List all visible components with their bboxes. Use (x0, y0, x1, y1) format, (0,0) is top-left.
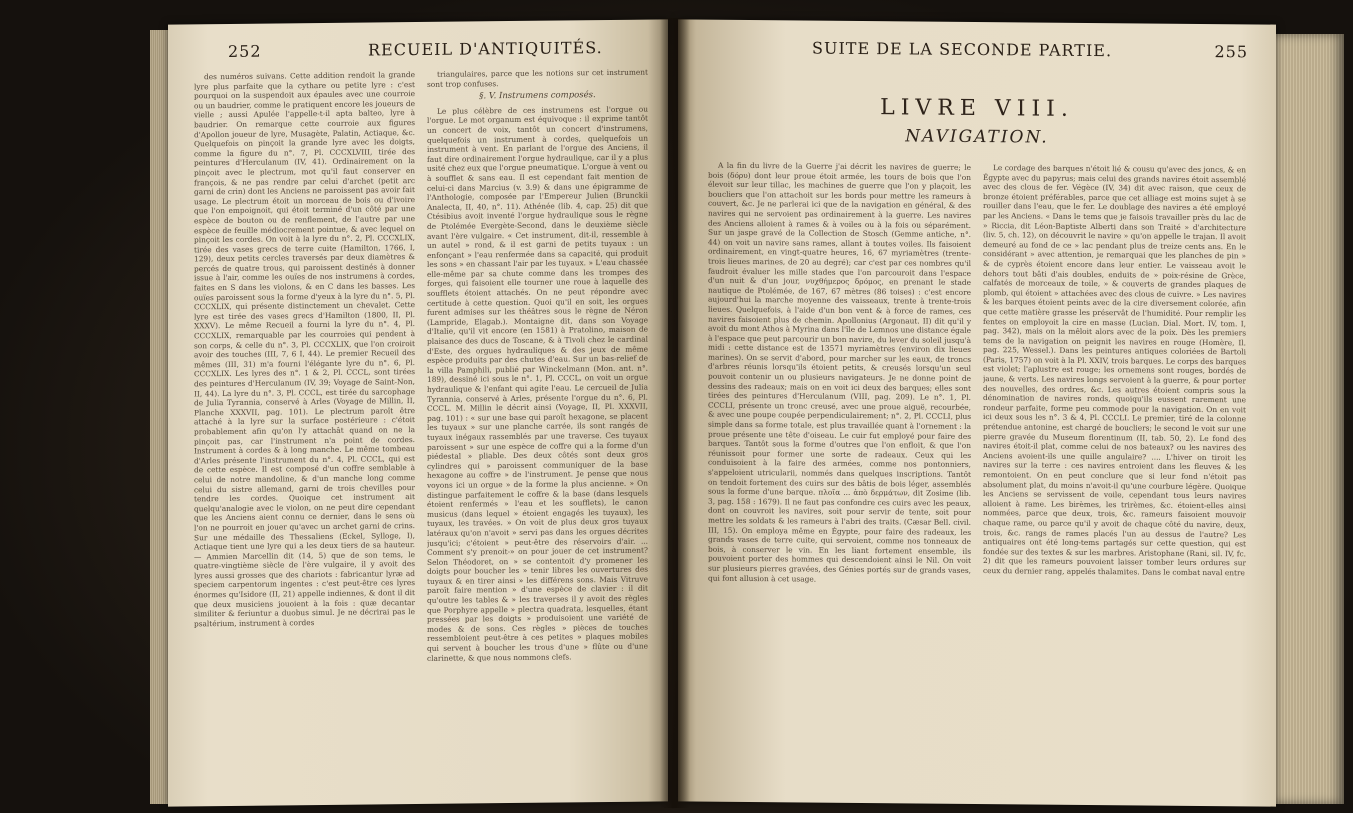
left-page-header (168, 37, 668, 64)
left-col2-intro: triangulaires, parce que les notions sur cet instrument sont trop confuses. (427, 67, 648, 89)
left-col1-text: des numéros suivans. Cette addition rendoit la grande lyre plus parfaite que la cythare ou petite lyre : c'est pourquoi on la suspendoit aux épaules avec une courroie ou un baudrier, comme le pratiquent encore les joueurs de vielle ; aussi Apulée l'appelle-t-il apta balteo, lyre à baudrier. On remarque cette courroie aux figures d'Apollon joueur de lyre, Musagète, Palatin, Actiaque, &c. Quelquefois on pinçoit la grande lyre avec les doigts, comme la figure du n°. 7, Pl. CCCXLVIII, tirée des peintures d'Herculanum (IV, 41). Ordinairement on la pinçoit avec le plectrum, mot qu'il faut conserver en françois, & ne pas rendre par celui d'archet (petit arc garni de crin) dont les Anciens ne paroissent pas avoir fait usage. Le plectrum étoit un morceau de bois ou d'ivoire que l'on empoignoit, qui étoit terminé d'un côté par une espèce de bouton ou de renflement, de l'autre par une espèce de feuille médiocrement pointue, & avec lequel on pinçoit les cordes. On voit à la lyre du n°. 2, Pl. CCCXLIX, tirée des vases grecs de terre cuite (Hamilton, 1766, I, 129), deux petits cercles traversés par deux diamètres & percés de quatre trous, qui paroissent destinés à donner issue à l'air, comme les ouïes de nos instrumens à cordes, faites en S dans les violons, & en C dans les basses. Les ouïes paroissent sous la forme d'yeux à la lyre du n°. 5, Pl. CCCXLIX, qui présente distinctement un chevalet. Cette lyre est tirée des vases grecs d'Hamilton (1800, II, Pl. XXXV). Le même Recueil a fourni la lyre du n°. 4, Pl. CCCXLIX, remarquable par les courroies qui pendent à son corps, & celle du n°. 3, Pl. CCCXLIX, que l'on croiroit avoir des touches (III, 7, 6 I, 44). Le premier Recueil des mêmes (III, 31) m'a fourni l'élégante lyre du n°. 6, Pl. CCCXLIX. Les lyres des n°. 1 & 2, Pl. CCCL, sont tirées des peintures d'Herculanum (IV, 39; Voyage de Saint-Non, II, 44). La lyre du n°. 3, Pl. CCCL, est tirée du sarcophage de Julia Tyrannia, conservé à Arles (Voyage de Millin, II, Planche XXXVII, pag. 101). Le plectrum paroît être attaché à la lyre sur la surface postérieure : c'étoit probablement afin qu'on l'y attachât quand on ne la pinçoit pas, car l'instrument n'a point de cordes. Instrument à cordes & à long manche. Le même tombeau d'Arles présente l'instrument du n°. 4, Pl. CCCL, qui est de cette espèce. Il est composé d'un coffre semblable à celui de notre mandoline, & d'un manche long comme celui du sistre allemand, garni de trois chevilles pour tendre les cordes. Quoique cet instrument ait quelqu'analogie avec le violon, on ne peut dire cependant que les Anciens aient connu ce dernier, dans le sens où l'on ne pourroit en jouer qu'avec un archet garni de crins. Sur une médaille des Thessaliens (Eckel, Sylloge, I), Actiaque tient une lyre qui a les deux tiers de sa hauteur. — Ammien Marcellin dit (14, 5) que de son tems, le quatre-vingtième siècle de l'ère vulgaire, il y avoit des lyres aussi grosses que des chariots : fabricantur lyræ ad speciem carpentorum ingentes : c'est peut-être ces lyres énormes qu'Isidore (II, 21) appelle indiennes, & dont il dit que deux musiciens jouoient à la fois : quæ decantar similiter & feriuntur a duobus simul. Je ne décrirai pas le psaltérium, instrument à cordes (194, 70, 415, 629)
left-page-edges (150, 30, 170, 804)
right-column-1 (708, 161, 971, 797)
left-column-2 (427, 68, 648, 794)
left-column-1 (194, 70, 415, 796)
right-page-number: 255 (1214, 42, 1248, 62)
right-page (678, 19, 1276, 806)
right-col1-text: A la fin du livre de la Guerre j'ai décrit les navires de guerre; le bois (δόρυ) dont leur proue étoit armée, les tours de bois que l'on élevoit sur leur tillac, les machines de guerre que l'on y plaçoit, les boucliers que l'on attachoit sur les bords pour mettre les rameurs à couvert, &c. Je ne parlerai ici que de la navigation en général, & des navires qui ne servoient pas ordinairement à la guerre. Les navires des Anciens alloient à rames & à voiles ou à la fois ou séparément. Sur un jaspe gravé de la Collection de Stosch (Gemme antiche, n°. 44) on voit un navire sans rames, allant à toutes voiles. Ils faisoient ordinairement, en vingt-quatre heures, 16, 67 myriamètres (trente-trois lieues marines, de 20 au degré); car c'est par ces nombres qu'il faudroit évaluer les mille stades que l'on parcouroit dans l'espace d'un nuit & d'un jour, νυχθήμερος δρόμος, en prenant le stade nautique de Ptolémée, de 167, 67 mètres (86 toises) : c'est encore aujourd'hui la marche moyenne des vaisseaux, trente à trente-trois lieues. Quelquefois, à l'aide d'un bon vent & à force de rames, ces navires faisoient plus de chemin. Apollonius (Argonaut. II) dit qu'il y avoit du mont Athos à Myrina dans l'île de Lemnos une distance égale à l'espace que peut parcourir un bon navire, du lever du soleil jusqu'à midi : cette distance est de 13571 myriamètres (environ dix lieues marines). On se servit d'abord, pour marcher sur les eaux, de troncs d'arbres réunis lorsqu'ils étoient petits, & creusés lorsqu'un seul pouvoit contenir un ou plusieurs navigateurs. Je ne donne point de dessins des radeaux; mais on en voit ici deux des barques; elles sont tirées des peintures d'Herculanum (VIII, pag. 209). Le n°. 1, Pl. CCCLI, présente un tronc creusé, avec une proue aiguë, recourbée, & avec une poupe coupée perpendiculairement; n°. 2, Pl. CCCLI, plus simple dans sa forme totale, est plus travaillée quant à l'ornement : la proue présente une tête d'oiseau. Le cuir fut employé pour faire des barques. Tantôt sous la forme d'outres que l'on enfloit, & que l'on réunissoit pour former une sorte de radeaux. Ceux qui les conduisoient à la faire des armées, comme nos pontonniers, s'appeloient utricularii, nommés dans quelques inscriptions. Tantôt on tendoit fortement des cuirs sur des bâtis de bois léger, assemblés sous la forme d'une barque. πλοῖα ... ἀπὸ δερμάτων, dit Zosime (lib. 3, pag. 158 : 1679). Il ne faut pas confondre ces cuirs avec les peaux, dont on couvroit les navires, soit pour servir de tente, soit pour mettre les soldats & les rameurs à l'abri des traits. (Cæsar Bell. civil. III, 15). On employa même en Égypte, pour faire des radeaux, les grands vases de terre cuite, qui servoient, comme nos tonneaux de bois, à conserver le vin. En les liant fortement ensemble, ils pouvoient porter des hommes qui descendoient ainsi le Nil. On voit sur plusieurs pierres gravées, des Génies portés sur de grands vases, qui font allusion à cet usage. (708, 160, 971, 584)
left-col2-text: Le plus célèbre de ces instrumens est l'orgue ou l'orgue. Le mot organum est équivoque : il exprime tantôt un concert de voix, tantôt un concert d'instrumens, quelquefois un instrument à cordes, quelquefois un instrument à vent. En parlant de l'orgue des Anciens, il faut dire ordinairement l'orgue hydraulique, car il y a plus usité chez eux que l'orgue pneumatique. L'orgue à vent ou à soufflet & sans eau. Il est cependant fait mention de celui-ci dans Marcius (v. 3.9) & dans une épigramme de l'Anthologie, composée par l'Empereur Julien (Brunckii Analecta, II, 40, n°. 11). Athénée (lib. 4, cap. 25) dit que Ctésibius avoit inventé l'orgue hydraulique sous le règne de Ptolémée Evergète-Second, dans le deuxième siècle avant l'ère vulgaire. « Cet instrument, dit-il, ressemble à un autel » rond, & il est garni de petits tuyaux : un enfonçant » l'eau renfermée dans sa capacité, qui produit les sons » en chassant l'air par les tuyaux. » L'eau chassée elle-même par sa chute comme dans les trompes des forges, qui faisoient elle tourner une roue à laquelle des soufflets étoient attachés. On ne peut répondre avec certitude à cette question. Quoi qu'il en soit, les orgues furent admises sur les théâtres sous le règne de Néron (Lampride, Elagab.). Montaigne dit, dans son Voyage d'Italie, qu'il vit encore (en 1581) à Pratolino, maison de plaisance des ducs de Toscane, & à Tivoli chez le cardinal d'Este, des orgues hydrauliques & des jeux de même espèce produits par des chutes d'eau. Sur un bas-relief de la villa Pamphili, publié par Winckelmann (Mon. ant. n°. 189), dessiné ici sous le n°. 1, Pl. CCCL, on voit un orgue hydraulique & l'enfant qui agite l'eau. Le cercueil de Julia Tyrannia, conservé à Arles, présente l'orgue du n°. 6, Pl. CCCL. M. Millin le décrit ainsi (Voyage, II, Pl. XXXVII, pag. 101) : « sur une base qui paroît hexagone, se placent les tuyaux » sur une planche carrée, ils sont rangés de tuyaux inégaux rassemblés par une traverse. Ces tuyaux paroissent » sur une espèce de coffre qui a la forme d'un piédestal » pliable. Des deux côtés sont deux gros cylindres qui » paroissent communiquer de la base hexagone au coffre » de l'instrument. Je pense que nous voyons ici un orgue » de la forme la plus ancienne. » On distingue parfaitement le coffre & la base (dans lesquels étoient renfermés » l'eau et les soufflets), le canon musicus (dans lequel » étoient engagés les tuyaux), les tuyaux, les travées. » On voit de plus deux gros tuyaux latéraux qu'on n'avoit » servi pas dans les orgues décrites jusqu'ici; c'étoient » peut-être des réservoirs d'air. ... Comment s'y prenoit-» on pour jouer de cet instrument? Selon Théodoret, on » se contentoit d'y promener les doigts pour boucher les » tenir libres les ouvertures des tuyaux & en tirer ainsi » les différens sons. Mais Vitruve paroît faire mention » d'une espèce de clavier : il dit qu'outre les tables & » les traverses il y avoit des règles que Porphyre appelle » plectra quadrata, lesquelles, étant pressées par les doigts » produisoient une variété de modes & de sons. Ces règles » pièces de touches ressembloient peut-être à ces petites » plaques mobiles qui servent à boucher les trous d'une » flûte ou d'une clarinette, & que nous nommons clefs. (427, 104, 648, 663)
left-page (168, 19, 668, 806)
right-page-edges (1272, 34, 1344, 804)
left-page-number: 252 (228, 41, 262, 61)
right-column-2 (983, 163, 1246, 799)
right-page-body (708, 68, 1246, 797)
book-subtitle: NAVIGATION. (905, 126, 1049, 148)
left-running-title: RECUEIL D'ANTIQUITÉS. (368, 38, 603, 60)
book-title: LIVRE VIII. (880, 95, 1074, 122)
section-heading: §. V. Instrumens composés. (479, 90, 596, 102)
right-page-header (678, 37, 1276, 64)
right-col2-text: Le cordage des barques n'étoit lié & cousu qu'avec des joncs, & en Égypte avec du papyrus; mais celui des grands navires étoit assemblé avec des clous de fer. Végèce (IV, 34) dit avec raison, que ceux de bronze étoient préférables, parce que cet alliage est moins sujet à se rouiller dans l'eau, que le fer. Le doublage des navires a été employé par les Anciens. « Dans le tems que je faisois travailler près du lac de » Riccia, dit Léon-Baptiste Alberti dans son Traité » d'architecture (liv. 5, ch. 12), on découvrit le navire » qu'on appelle le trajan. Il avoit demeuré au fond de ce » lac pendant plus de treize cents ans. En le considérant » avec attention, je remarquai que les planches de pin » & de cyprès étoient encore dans leur entier. Le vaisseau avoit le dehors tout bâti d'ais doubles, enduits de » poix-résine de Grèce, calfatés de morceaux de toile, » & couverts de grandes plaques de plomb, qui étoient » attachées avec des clous de cuivre. » Les navires & les barques étoient peints avec de la cire diversement colorée, afin que cette matière grasse les préservât de l'humidité. Pour remplir les fentes on employoit la cire en masse (Lucian. Dial. Mort. IV, tom. I, pag. 342), mais on la mêloit alors avec de la poix. Dès les premiers tems de la navigation on peignit les navires en rouge (Homère, Il. pag. 225, Wessel.). Dans les peintures antiques coloriées de Bartoli (Paris, 1757) on voit à la Pl. XXIV, trois barques. Le corps des barques est violet; l'aplustre est rouge; les ornemens sont rouges, bordés de jaune, & verts. Les navires longs servoient à la guerre, & pour porter des nouvelles, des ordres, &c. Les autres étoient compris sous la dénomination de navires ronds, quoiqu'ils eussent rarement une rondeur parfaite, forme peu commode pour la navigation. On en voit ici deux sous les n°. 3 & 4, Pl. CCCLI. Le premier, tiré de la colonne prétendue antonine, est chargé de boucliers; le second le voit sur une pierre gravée du Museum florentinum (II, tab. 50, 2). Le fond des navires étoit-il plat, comme celui de nos bateaux? ou les navires des Anciens avoient-ils une quille angulaire? .... L'hiver on tiroit les navires sur la terre : ces navires entroient dans les fleuves & les remontoient. On en peut conclure que si leur fond n'étoit pas absolument plat, du moins n'avoit-il qu'une courbure légère. Quoique les Anciens se servissent de voile, cependant tous leurs navires alloient à rame. Les birèmes, les trirèmes, &c. étoient-elles ainsi nommées, parce que deux, trois, &c. rameurs faisoient mouvoir chaque rame, ou parce qu'il y avoit de chaque côté du navire, deux, trois, &c. rangs de rames placés l'un au dessus de l'autre? Les antiquaires ont été long-tems partagés sur cette question, qui est fondée sur des textes & sur les marbres. Aristophane (Rani, sil. IV, fc. 2) dit que les rameurs pouvoient laisser tomber leurs ordures sur ceux du dernier rang, appelés thalamites. Dans le combat naval entre (983, 163, 1246, 578)
right-running-title: SUITE DE LA SECONDE PARTIE. (812, 38, 1113, 61)
left-page-body (194, 68, 648, 797)
